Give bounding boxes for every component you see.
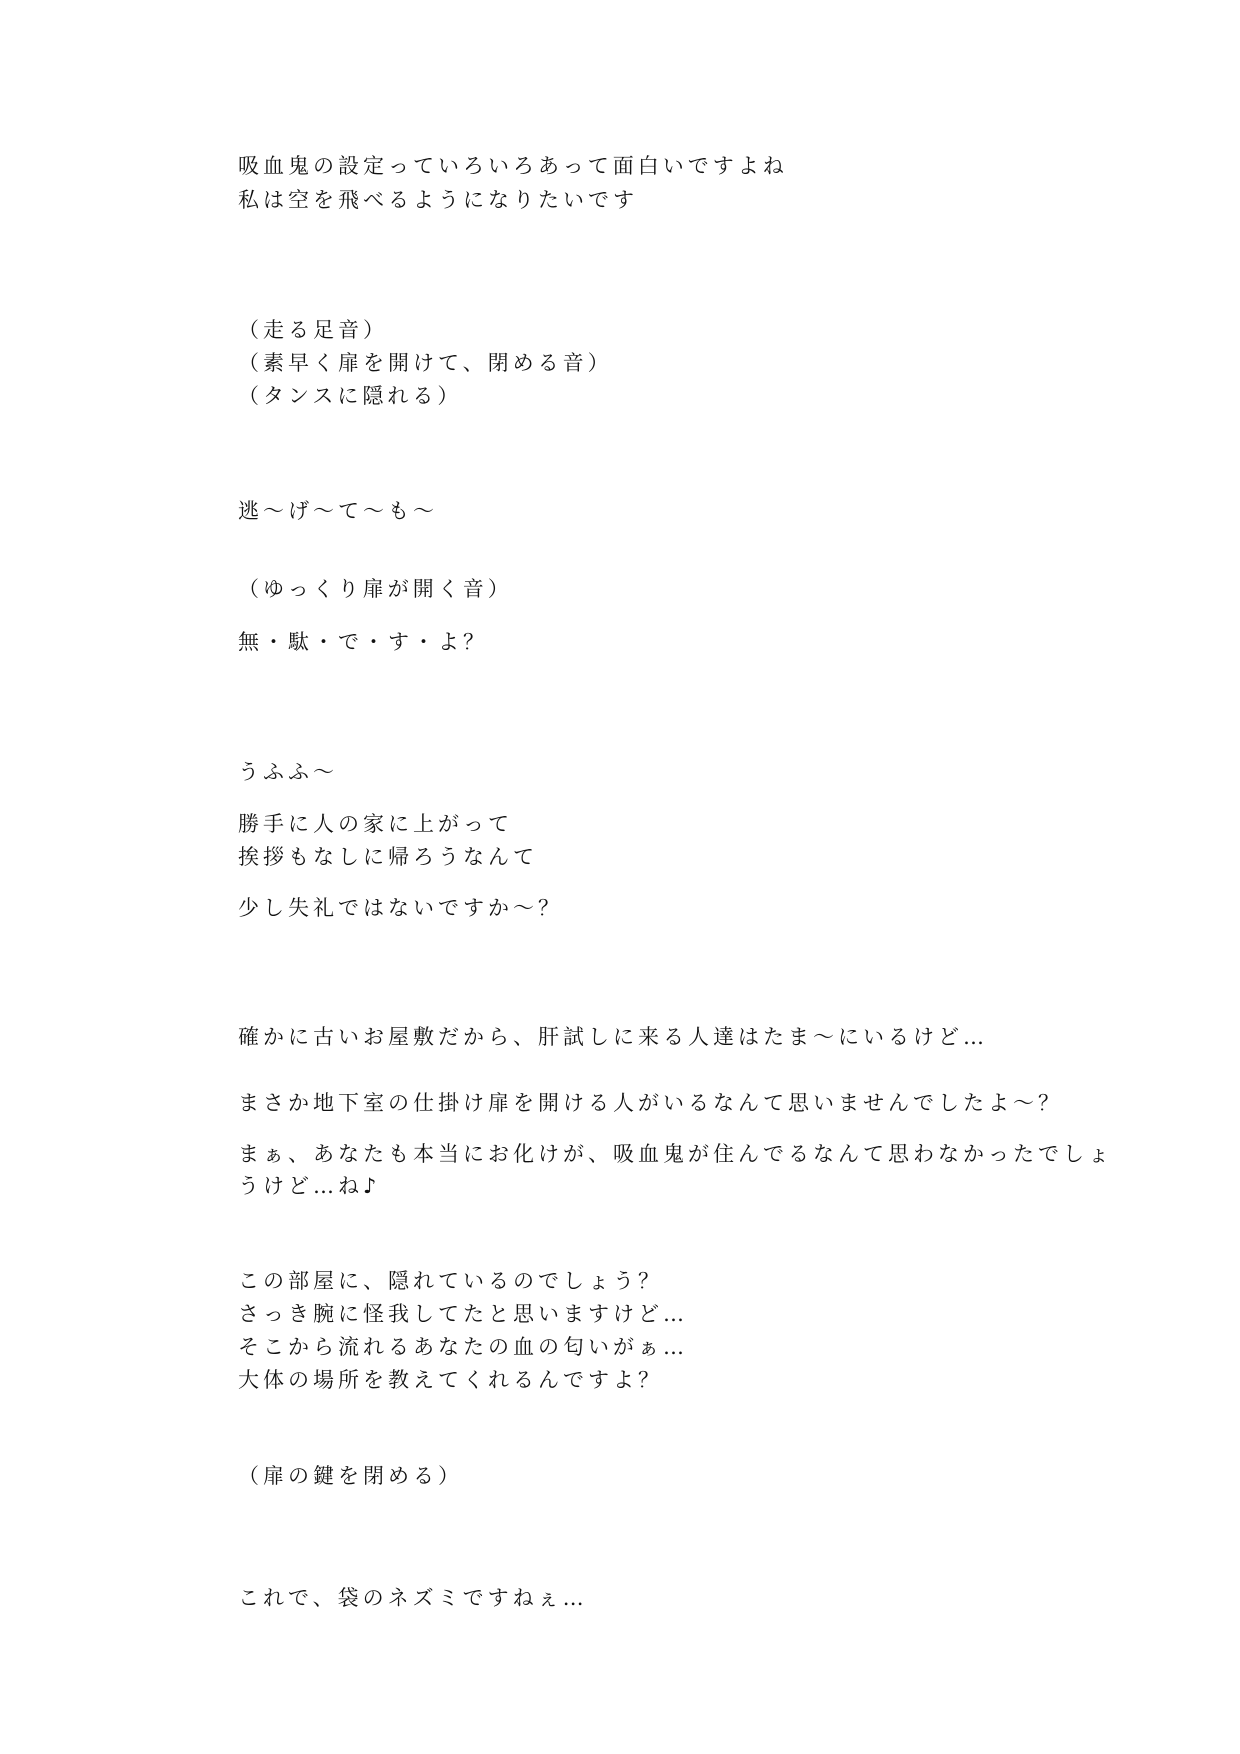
text-line: 勝手に人の家に上がって xyxy=(238,812,513,836)
text-line: まさか地下室の仕掛け扉を開ける人がいるなんて思いませんでしたよ〜？ xyxy=(238,1091,1063,1115)
stage-direction: （タンスに隠れる） xyxy=(238,384,463,408)
stage-direction: （ゆっくり扉が開く音） xyxy=(238,577,513,601)
stage-direction: （走る足音） xyxy=(238,318,388,342)
text-line: 逃〜げ〜て〜も〜 xyxy=(238,499,438,523)
text-line: うふふ〜 xyxy=(238,760,338,784)
text-line: この部屋に、隠れているのでしょう？ xyxy=(238,1269,663,1293)
text-line: さっき腕に怪我してたと思いますけど… xyxy=(238,1302,688,1326)
stage-direction: （素早く扉を開けて、閉める音） xyxy=(238,351,613,375)
text-line: これで、袋のネズミですねぇ… xyxy=(238,1586,588,1610)
text-line: 無・駄・で・す・よ？ xyxy=(238,630,488,654)
text-line: そこから流れるあなたの血の匂いがぁ… xyxy=(238,1335,688,1359)
text-line: 少し失礼ではないですか〜？ xyxy=(238,896,563,920)
text-line: 挨拶もなしに帰ろうなんて xyxy=(238,845,538,869)
text-line: 大体の場所を教えてくれるんですよ？ xyxy=(238,1368,663,1392)
text-line: 私は空を飛べるようになりたいです xyxy=(238,188,638,212)
stage-direction: （扉の鍵を閉める） xyxy=(238,1464,463,1488)
text-line: うけど…ね♪ xyxy=(238,1174,381,1198)
text-line: まぁ、あなたも本当にお化けが、吸血鬼が住んでるなんて思わなかったでしょ xyxy=(238,1142,1113,1166)
text-line: 確かに古いお屋敷だから、肝試しに来る人達はたま〜にいるけど… xyxy=(238,1025,988,1049)
text-line: 吸血鬼の設定っていろいろあって面白いですよね xyxy=(238,154,788,178)
